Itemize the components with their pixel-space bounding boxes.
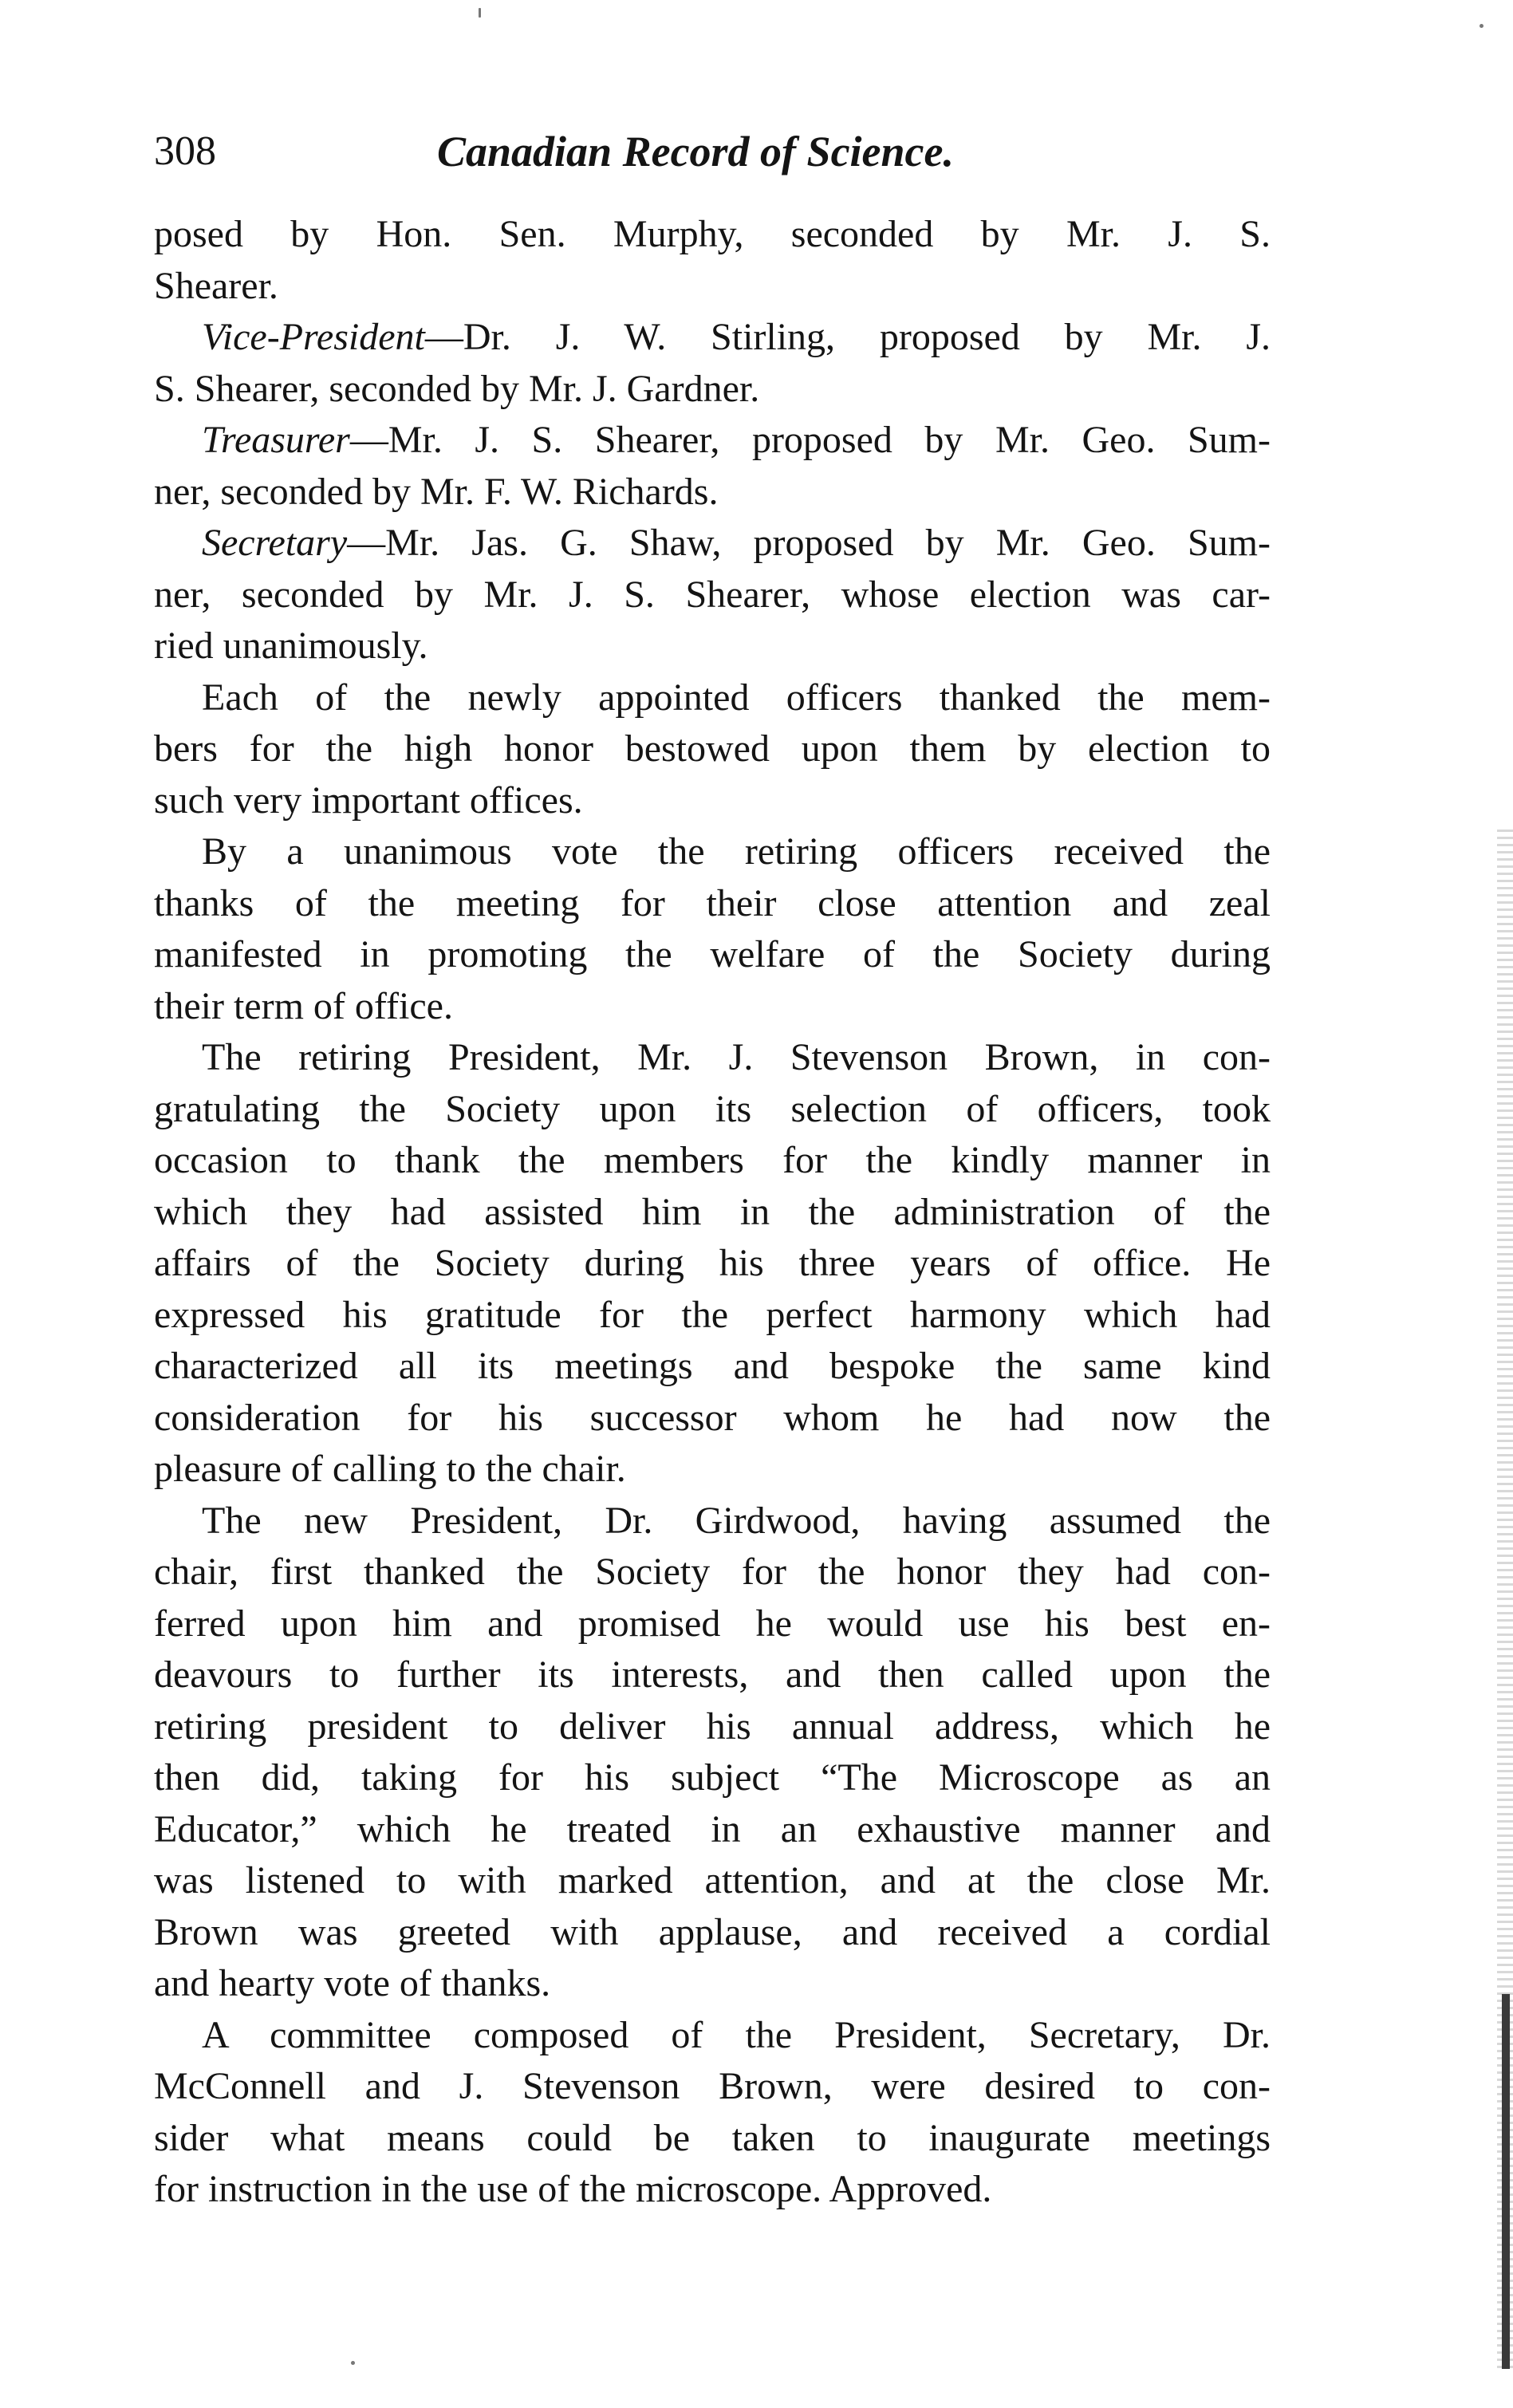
line-text: expressed his gratitude for the perfect harmony which had xyxy=(154,1293,1271,1336)
line-text: affairs of the Society during his three years of office. He xyxy=(154,1242,1271,1284)
line-text: their term of office. xyxy=(154,984,453,1027)
scan-speck xyxy=(479,8,481,18)
journal-title: Canadian Record of Science. xyxy=(437,128,954,175)
line-text: which they had assisted him in the administration of the xyxy=(154,1190,1271,1233)
line-text: The retiring President, Mr. J. Stevenson Brown, in con- xyxy=(202,1036,1271,1078)
text-line xyxy=(154,261,1271,313)
text-line xyxy=(154,775,1271,827)
text-line xyxy=(154,1187,1271,1239)
text-line xyxy=(154,929,1271,981)
line-text: Each of the newly appointed officers thanked the mem- xyxy=(202,676,1271,719)
text-line xyxy=(154,467,1271,518)
scan-speck xyxy=(351,2361,355,2365)
text-line xyxy=(154,1855,1271,1907)
text-line xyxy=(154,364,1271,416)
text-line xyxy=(154,2010,1271,2062)
page-edge-shadow xyxy=(1502,1994,1510,2369)
line-text: consideration for his successor whom he had now the xyxy=(154,1396,1271,1439)
text-line xyxy=(154,1238,1271,1290)
text-line xyxy=(154,1907,1271,1959)
text-line xyxy=(154,2164,1271,2216)
text-line xyxy=(154,1341,1271,1393)
text-line xyxy=(154,2113,1271,2165)
line-text: ferred upon him and promised he would use his best en- xyxy=(154,1602,1271,1645)
line-text: manifested in promoting the welfare of the Society during xyxy=(154,933,1271,975)
text-line xyxy=(154,518,1271,569)
scan-speck xyxy=(1480,24,1483,28)
line-text: By a unanimous vote the retiring officers received the xyxy=(202,830,1271,873)
text-line xyxy=(154,826,1271,878)
text-line xyxy=(154,1290,1271,1342)
line-text: posed by Hon. Sen. Murphy, seconded by Mr. J. S. xyxy=(154,213,1271,255)
line-text: A committee composed of the President, Secretary, Dr. xyxy=(202,2013,1271,2056)
text-line xyxy=(154,981,1271,1033)
text-line xyxy=(154,1958,1271,2010)
text-line xyxy=(154,1752,1271,1804)
text-line xyxy=(154,415,1271,467)
body-text xyxy=(154,209,1271,2216)
text-line xyxy=(154,1393,1271,1444)
line-text: and hearty vote of thanks. xyxy=(154,1962,551,2004)
line-text: bers for the high honor bestowed upon them by election to xyxy=(154,727,1271,770)
line-text: then did, taking for his subject “The Microscope as an xyxy=(154,1756,1271,1799)
text-line xyxy=(154,723,1271,775)
text-line xyxy=(154,1496,1271,1547)
text-line xyxy=(154,621,1271,672)
line-text: The new President, Dr. Girdwood, having assumed the xyxy=(202,1499,1271,1542)
officer-role: Vice-President xyxy=(202,316,425,358)
text-line xyxy=(154,312,1271,364)
text-line xyxy=(154,1084,1271,1136)
line-text: thanks of the meeting for their close attention and zeal xyxy=(154,881,1271,924)
line-text: ner, seconded by Mr. F. W. Richards. xyxy=(154,470,719,513)
text-line xyxy=(154,1135,1271,1187)
text-line xyxy=(154,1032,1271,1084)
line-text: Brown was greeted with applause, and received a cordial xyxy=(154,1910,1271,1953)
text-line xyxy=(154,1444,1271,1496)
officer-role: Treasurer xyxy=(202,419,350,461)
text-line xyxy=(154,569,1271,621)
line-text: characterized all its meetings and bespoke the same kind xyxy=(154,1345,1271,1387)
line-text: retiring president to deliver his annual address, which he xyxy=(154,1705,1271,1748)
line-text: sider what means could be taken to inaugurate meetings xyxy=(154,2116,1271,2159)
text-line xyxy=(154,1649,1271,1701)
text-line xyxy=(154,1804,1271,1856)
line-text: occasion to thank the members for the kindly manner in xyxy=(154,1139,1271,1181)
line-text: gratulating the Society upon its selection of officers, took xyxy=(154,1087,1271,1130)
text-line xyxy=(154,672,1271,724)
line-text: ried unanimously. xyxy=(154,625,428,667)
line-text: for instruction in the use of the microscope. Approved. xyxy=(154,2168,992,2210)
line-text: such very important offices. xyxy=(154,778,583,822)
line-text: deavours to further its interests, and then called upon the xyxy=(154,1653,1271,1696)
running-head xyxy=(154,120,1271,183)
line-text: —Dr. J. W. Stirling, proposed by Mr. J. xyxy=(424,316,1271,358)
line-text: —Mr. Jas. G. Shaw, proposed by Mr. Geo. Sum- xyxy=(347,522,1271,564)
text-line xyxy=(154,1701,1271,1753)
text-line xyxy=(154,878,1271,930)
text-line xyxy=(154,209,1271,261)
line-text: McConnell and J. Stevenson Brown, were desired to con- xyxy=(154,2065,1271,2107)
line-text: Educator,” which he treated in an exhaustive manner and xyxy=(154,1807,1271,1850)
line-text: —Mr. J. S. Shearer, proposed by Mr. Geo. Sum- xyxy=(349,419,1271,461)
line-text: Shearer. xyxy=(154,264,278,307)
text-line xyxy=(154,1598,1271,1650)
line-text: chair, first thanked the Society for the honor they had con- xyxy=(154,1551,1271,1593)
officer-role: Secretary xyxy=(202,522,348,564)
line-text: S. Shearer, seconded by Mr. J. Gardner. xyxy=(154,367,760,410)
line-text: pleasure of calling to the chair. xyxy=(154,1448,626,1490)
line-text: ner, seconded by Mr. J. S. Shearer, whose election was car- xyxy=(154,573,1271,616)
text-line xyxy=(154,2061,1271,2113)
page-number: 308 xyxy=(154,128,216,174)
text-line xyxy=(154,1547,1271,1598)
line-text: was listened to with marked attention, and at the close Mr. xyxy=(154,1859,1271,1902)
